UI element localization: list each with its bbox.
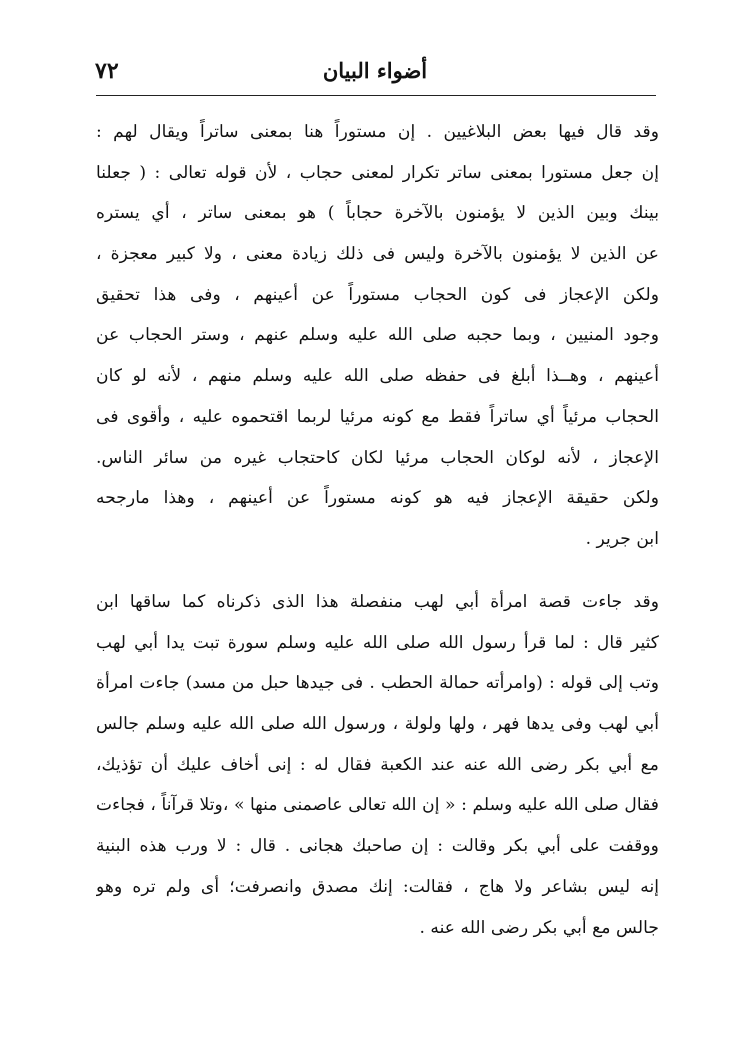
text-line: مع أبي بكر رضى الله عنه عند الكعبة فقال له : إنى أخاف عليك أن تؤذيك، <box>96 754 659 775</box>
text-line: وقد جاءت قصة امرأة أبي لهب منفصلة هذا الذى ذكرناه كما ساقها ابن <box>96 592 659 612</box>
running-title: أضواء البيان <box>322 58 428 83</box>
paragraph-2 <box>96 582 659 948</box>
text-line: إن جعل مستورا بمعنى ساتر تكرار لمعنى حجاب ، لأن قوله تعالى : ( جعلنا <box>96 162 659 183</box>
text-line: ولكن حقيقة الإعجاز فيه هو كونه مستوراً عن أعينهم ، وهذا مارجحه <box>96 488 659 509</box>
text-line: الإعجاز ، لأنه لوكان الحجاب مرئيا لكان كاحتجاب غيره من سائر الناس. <box>96 447 659 468</box>
text-line: الحجاب مرئياً أي ساتراً فقط مع كونه مرئيا لربما اقتحموه عليه ، وأقوى فى <box>96 406 659 427</box>
text-line: عن الذين لا يؤمنون بالآخرة وليس فى ذلك زيادة معنى ، ولا كبير معجزة ، <box>96 244 659 265</box>
text-line: أعينهم ، وهــذا أبلغ فى حفظه صلى الله عليه وسلم منهم ، لأنه لو كان <box>96 366 659 387</box>
text-line: وقد قال فيها بعض البلاغيين . إن مستوراً هنا بمعنى ساتراً ويقال لهم : <box>96 122 659 142</box>
text-line: وتب إلى قوله : (وامرأته حمالة الحطب . فى جيدها حبل من مسد) جاءت امرأة <box>96 673 659 694</box>
text-line: كثير قال : لما قرأ رسول الله صلى الله عليه وسلم سورة تبت يدا أبي لهب <box>96 632 659 653</box>
text-line: جالس مع أبي بكر رضى الله عنه . <box>419 917 659 938</box>
text-line: ابن جرير . <box>585 528 659 549</box>
text-line: أبي لهب وفى يدها فهر ، ولها ولولة ، ورسول الله صلى الله عليه وسلم جالس <box>96 714 659 735</box>
text-line: بينك وبين الذين لا يؤمنون بالآخرة حجاباً ) هو بمعنى ساتر ، أي يستره <box>96 203 659 224</box>
page-header <box>95 54 655 94</box>
text-line: ووقفت على أبي بكر وقالت : إن صاحبك هجانى . قال : لا ورب هذه البنية <box>96 836 659 857</box>
text-line: ولكن الإعجاز فى كون الحجاب مستوراً عن أعينهم ، وفى هذا تحقيق <box>96 284 659 305</box>
text-line: فقال صلى الله عليه وسلم : « إن الله تعالى عاصمنى منها » ،وتلا قرآناً ، فجاءت <box>96 795 659 816</box>
header-rule <box>96 95 656 96</box>
text-line: إنه ليس بشاعر ولا هاج ، فقالت: إنك مصدق وانصرفت؛ أى ولم تره وهو <box>96 876 659 897</box>
page-number: ٧٢ <box>95 58 119 84</box>
text-line: وجود المنيين ، وبما حجبه صلى الله عليه وسلم عنهم ، وستر الحجاب عن <box>96 325 659 346</box>
paragraph-1 <box>96 112 659 560</box>
